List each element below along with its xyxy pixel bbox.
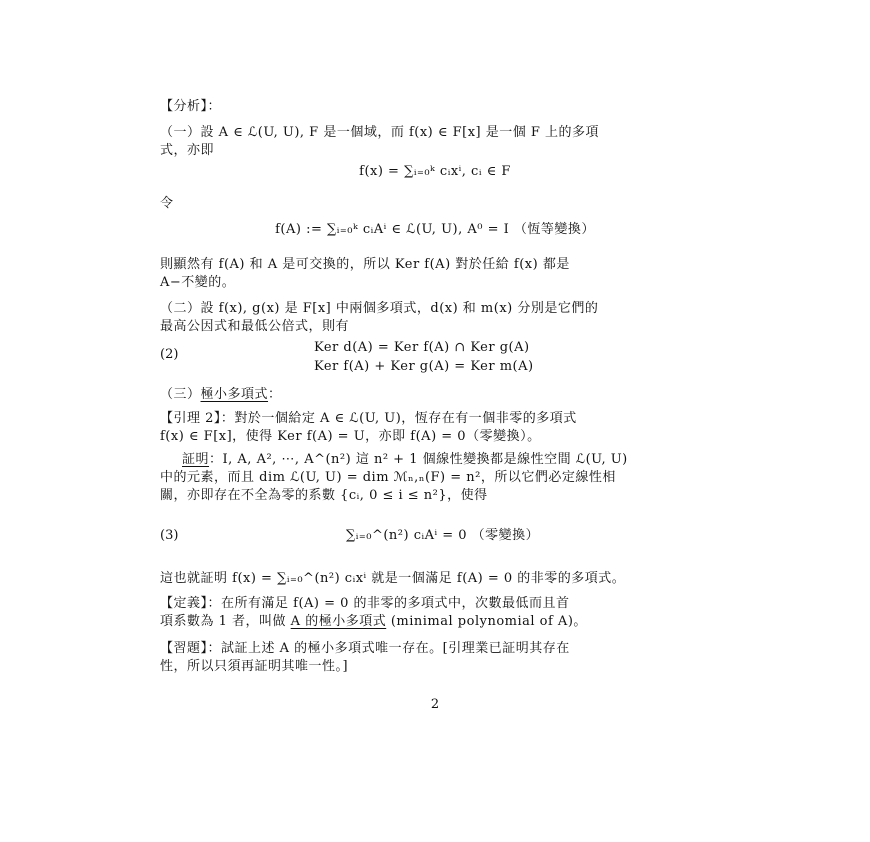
part3-prefix: （三） xyxy=(160,387,201,402)
part3-heading xyxy=(160,387,282,403)
then-line1: 則顯然有 f(A) 和 A 是可交換的，所以 Ker f(A) 對於任給 f(x) 都是 xyxy=(160,257,570,272)
part3-title: 極小多項式 xyxy=(200,387,269,402)
proof-label: 証明 xyxy=(182,452,210,467)
part1-line2: 式，亦即 xyxy=(160,143,215,158)
let-label: 令 xyxy=(160,196,174,211)
definition-suffix: (minimal polynomial of A)。 xyxy=(386,614,587,629)
proof-line2: 中的元素，而且 dim ℒ(U, U) = dim ℳₙ,ₙ(F) = n²，所以它們必定線性相 xyxy=(160,470,616,485)
definition-line2 xyxy=(160,614,587,630)
then-line2: A−不變的。 xyxy=(160,275,236,290)
equation-number-3: (3) xyxy=(160,528,179,543)
equation-3: ∑ᵢ₌₀^(n²) cᵢAⁱ = 0 （零變換） xyxy=(346,528,540,543)
part2-line1: （二）設 f(x), g(x) 是 F[x] 中兩個多項式，d(x) 和 m(x) 分別是它們的 xyxy=(160,301,599,316)
definition-prefix: 項系數為 1 者，叫做 xyxy=(160,614,291,629)
exercise-line1: 【習題】：試証上述 A 的極小多項式唯一存在。[引理業已証明其存在 xyxy=(160,641,570,656)
proof-line3: 關，亦即存在不全為零的系數 {cᵢ, 0 ≤ i ≤ n²}，使得 xyxy=(160,488,488,503)
proof-line1 xyxy=(160,452,628,468)
part2-line2: 最高公因式和最低公倍式，則有 xyxy=(160,319,350,334)
conclusion-line: 這也就証明 f(x) = ∑ᵢ₌₀^(n²) cᵢxⁱ 就是一個滿足 f(A) = 0 的非零的多項式。 xyxy=(160,571,626,586)
equation-number-2: (2) xyxy=(160,347,179,362)
analysis-heading: 【分析】： xyxy=(160,99,222,114)
lemma-line1: 【引理 2】：對於一個給定 A ∈ ℒ(U, U)，恆存在有一個非零的多項式 xyxy=(160,411,577,426)
equation-f-of-x: f(x) = ∑ᵢ₌₀ᵏ cᵢxⁱ, cᵢ ∈ F xyxy=(359,164,511,179)
equation-f-of-A: f(A) := ∑ᵢ₌₀ᵏ cᵢAⁱ ∈ ℒ(U, U), A⁰ = I （恆等變換） xyxy=(275,222,595,237)
part3-suffix: ： xyxy=(268,387,282,402)
page-number: 2 xyxy=(430,697,440,712)
lemma-line2: f(x) ∈ F[x]，使得 Ker f(A) = U，亦即 f(A) = 0（零變換）。 xyxy=(160,429,541,444)
definition-line1: 【定義】：在所有滿足 f(A) = 0 的非零的多項式中，次數最低而且首 xyxy=(160,596,570,611)
part1-line1: （一）設 A ∈ ℒ(U, U), F 是一個域，而 f(x) ∈ F[x] 是一個 F 上的多項 xyxy=(160,125,600,140)
equation-2-line2: Ker f(A) + Ker g(A) = Ker m(A) xyxy=(314,359,534,374)
definition-term: A 的極小多項式 xyxy=(290,614,387,629)
exercise-line2: 性，所以只須再証明其唯一性。] xyxy=(160,659,349,674)
equation-2-line1: Ker d(A) = Ker f(A) ∩ Ker g(A) xyxy=(314,340,530,355)
proof-line1-rest: ：I, A, A², ⋯, A^(n²) 這 n² + 1 個線性變換都是線性空間 ℒ(U, U) xyxy=(209,452,628,467)
